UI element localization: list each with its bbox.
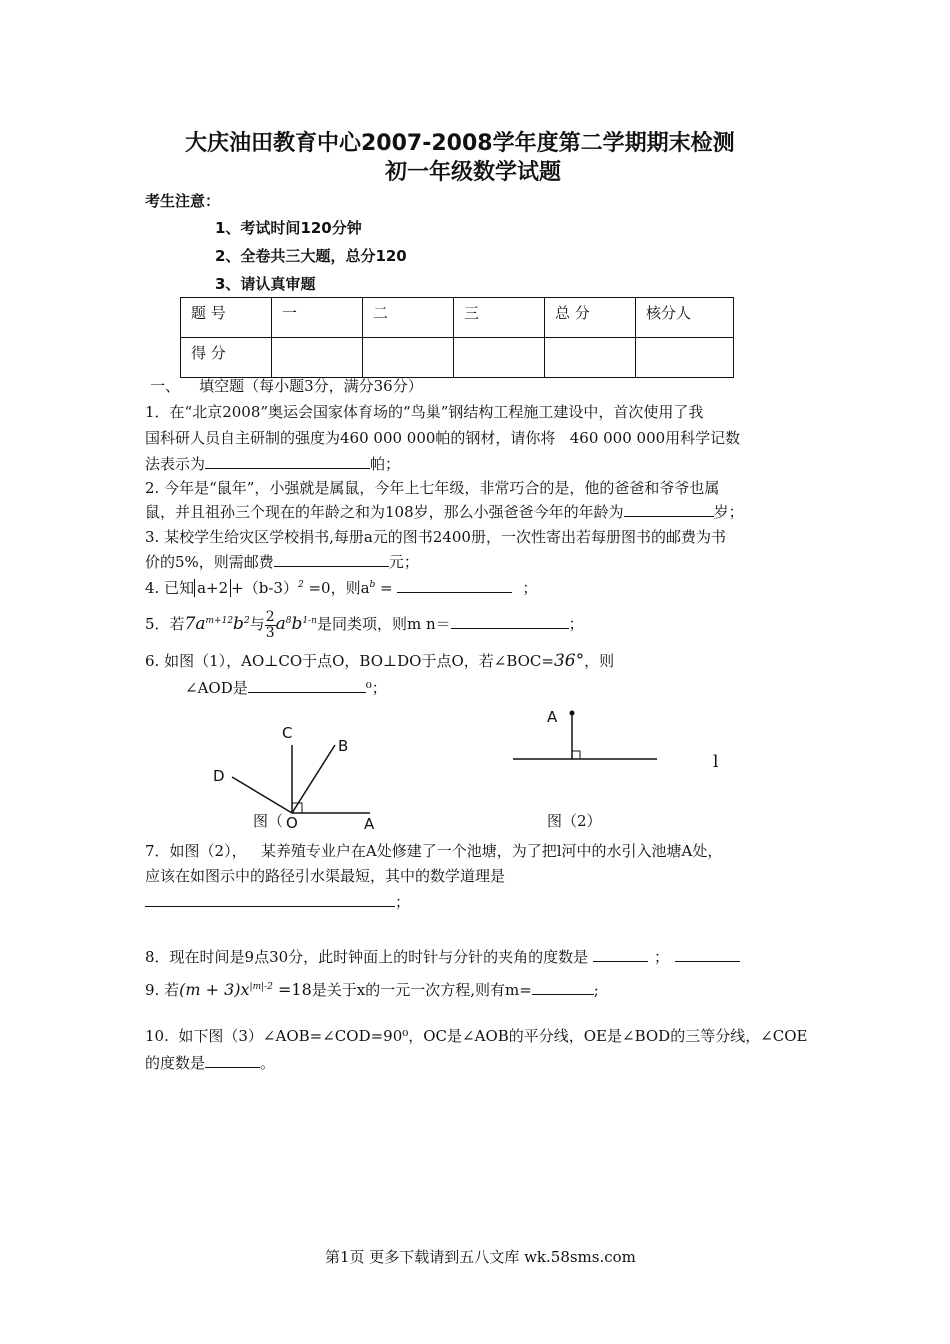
q7-end: ； [395,893,411,911]
q10-answer-blank[interactable] [205,1053,260,1068]
fig2-label-l: l [713,752,719,772]
q3-line2 [145,551,419,572]
q4-text3: =0，则a [303,579,370,597]
q5-exp3: 8 [285,616,292,626]
q5-fraction [265,610,276,641]
fig1-label-a: A [364,815,375,833]
q3-answer-blank[interactable] [274,552,389,567]
q5-coef: 7 [184,614,196,634]
q7-answer-blank[interactable] [145,892,395,907]
score-table-header-row [181,298,734,338]
q5-text2: 是同类项，则m n＝ [316,615,451,633]
q6-unit: ⁰； [365,679,387,697]
q6-answer-blank[interactable] [248,678,366,693]
q6-angle-value: 36° [553,651,585,671]
q4-square: 2 [297,580,304,590]
q5-with: 与 [249,615,265,633]
q9-equals: =18 [272,980,312,999]
q10-line1: 10. 如下图（3）∠AOB=∠COD=90⁰，OC是∠AOB的平分线，OE是∠BOD的三等分线，∠COE [145,1027,808,1045]
q2-answer-blank[interactable] [624,502,714,517]
q1-line2: 国科研人员自主研制的强度为460 000 000帕的钢材，请你将 460 000 000用科学记数 [145,429,741,447]
q9-text2: 是关于x的一元一次方程,则有m= [311,981,532,999]
score-table [180,297,734,378]
q6-line2 [185,677,387,698]
q2-unit: 岁； [713,503,744,521]
q2-line2 [145,501,744,522]
q5-exp1: m+12 [205,616,234,626]
q1-unit: 帕； [370,455,401,473]
q5-line [145,601,584,641]
score-table-score-row [181,338,734,378]
q1-line3 [145,453,400,474]
q9-expression: (m + 3)x [179,980,250,999]
q4-eq: = [375,579,398,597]
score-input-cell [272,338,363,378]
q4-text: 4. 已知 [145,579,195,597]
notes-heading: 考生注意： [145,192,221,210]
q5-answer-blank[interactable] [451,614,569,629]
score-cell: 一 [272,298,363,338]
q4-b-exp: b [369,580,376,590]
section-heading: 一、 填空题（每小题3分，满分36分） [150,377,423,395]
fig1-label-c: C [282,724,293,742]
q4-text2: +（b-3） [231,579,298,597]
right-angle-mark [572,751,580,759]
score-cell: 总 分 [545,298,636,338]
fig1-label-o: O [286,814,298,832]
q10-text: 的度数是 [145,1054,206,1072]
q5-frac-den: 3 [265,624,275,641]
score-cell: 核分人 [636,298,734,338]
fig1-caption: 图（ [253,812,284,830]
fig2-label-a: A [547,708,558,726]
q8-line [145,946,740,967]
q2-line1: 2. 今年是“鼠年”，小强就是属鼠，今年上七年级，非常巧合的是，他的爸爸和爷爷也属 [145,479,720,497]
q7-line3 [145,891,410,912]
q5-exp2: 2 [243,616,250,626]
q4-line [145,577,537,598]
note-item-1: 1、考试时间120分钟 [215,219,362,237]
q4-answer-blank[interactable] [397,578,512,593]
note-item-2: 2、全卷共三大题，总分120 [215,247,407,265]
fig1-label-b: B [338,737,349,755]
note-item-3: 3、请认真审题 [215,275,316,293]
q5-text: 5．若 [145,615,185,633]
score-cell: 题 号 [181,298,272,338]
q3-text: 价的5%，则需邮费 [145,553,274,571]
q9-end: ; [593,981,599,999]
q6-line1 [145,650,614,671]
q5-a2: a [275,614,286,634]
q8-answer-blank-1[interactable] [593,947,648,962]
q5-a: a [195,614,206,634]
exam-title-line2: 初一年级数学试题 [385,160,562,185]
score-cell: 得 分 [181,338,272,378]
q8-text: 8．现在时间是9点30分，此时钟面上的时针与分针的夹角的度数是 [145,948,593,966]
q5-frac-num: 2 [265,608,275,625]
fig2-caption: 图（2） [547,812,602,830]
q2-text: 鼠，并且祖孙三个现在的年龄之和为108岁，那么小强爸爸今年的年龄为 [145,503,624,521]
q4-abs: a+2 [194,579,231,597]
q5-exp4: 1-n [302,616,317,626]
q1-line1: 1．在“北京2008”奥运会国家体育场的“鸟巢”钢结构工程施工建设中，首次使用了我 [145,403,704,421]
q5-end: ； [568,615,584,633]
score-cell: 三 [454,298,545,338]
q4-end: ； [522,579,538,597]
q8-sep: ； [653,948,669,966]
score-input-cell [636,338,734,378]
q8-answer-blank-2[interactable] [675,947,740,962]
q9-text: 9. 若 [145,981,180,999]
score-input-cell [363,338,454,378]
q5-b: b [233,614,244,634]
q7-line2: 应该在如图示中的路径引水渠最短，其中的数学道理是 [145,867,506,885]
fig1-label-d: D [213,767,225,785]
q1-text: 法表示为 [145,455,206,473]
q10-end: 。 [260,1054,276,1072]
q6-text: 6. 如图（1），AO⊥CO于点O，BO⊥DO于点O，若∠BOC= [145,652,554,670]
ray-od [232,777,292,813]
score-input-cell [545,338,636,378]
point-a [570,711,575,716]
q3-line1: 3. 某校学生给灾区学校捐书,每册a元的图书2400册，一次性寄出若每册图书的邮费为书 [145,528,726,546]
q7-line1: 7．如图（2）， 某养殖专业户在A处修建了一个池塘，为了把l河中的水引入池塘A处， [145,842,723,860]
page-footer: 第1页 更多下载请到五八文库 wk.58sms.com [325,1248,636,1266]
q6-text2: ，则 [584,652,615,670]
score-input-cell [454,338,545,378]
q10-line2 [145,1052,275,1073]
q9-line [145,972,599,1002]
q6-text3: ∠AOD是 [185,679,248,697]
exam-title-line1: 大庆油田教育中心2007-2008学年度第二学期期末检测 [185,131,735,156]
q1-answer-blank[interactable] [205,454,370,469]
q5-b2: b [291,614,303,634]
q3-unit: 元； [388,553,419,571]
figure-2 [505,705,675,775]
q9-answer-blank[interactable] [532,980,594,995]
score-cell: 二 [363,298,454,338]
q9-exponent: |m|-2 [249,982,273,992]
